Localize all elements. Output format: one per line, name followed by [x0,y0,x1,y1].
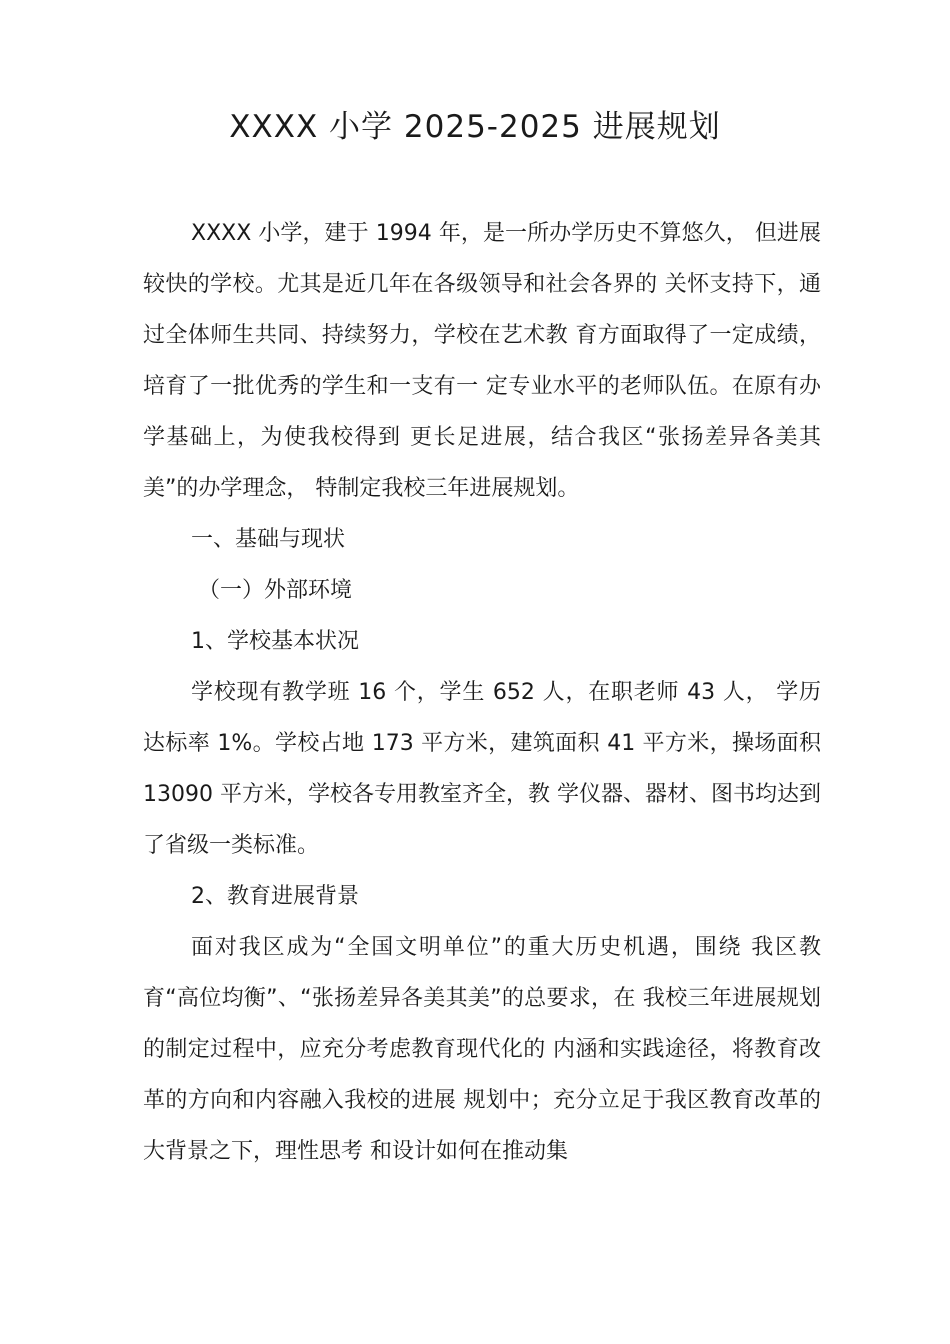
document-title: XXXX 小学 2025-2025 进展规划 [229,109,721,145]
section-heading-basis: 一、基础与现状 [191,527,346,552]
intro-paragraph: XXXX 小学，建于 1994 年，是一所办学历史不算悠久， 但进展较快的学校。尤其是近几年在各级领导和社会各界的 关怀支持下，通过全体师生共同、持续努力，学校在艺术教 育方面取得了一定成绩，培育了一批优秀的学生和一支有一 定专业水平的老师队伍。在原有办学基础上，为使我校得到 更长足进展，结合我区“张扬差异各美其美”的办学理念， 特制定我校三年进展规划。 [143,221,821,501]
document-body [143,208,821,1177]
item-heading-school-status: 1、学校基本状况 [191,629,359,654]
school-status-paragraph: 学校现有教学班 16 个，学生 652 人，在职老师 43 人， 学历达标率 1%。学校占地 173 平方米，建筑面积 41 平方米，操场面积 13090 平方米，学校各专用教室齐全，教 学仪器、器材、图书均达到了省级一类标准。 [143,680,821,858]
item-heading-education-background: 2、教育进展背景 [191,884,359,909]
subsection-heading-external: （一）外部环境 [198,578,353,603]
education-background-paragraph: 面对我区成为“全国文明单位”的重大历史机遇，围绕 我区教育“高位均衡”、“张扬差异各美其美”的总要求，在 我校三年进展规划的制定过程中，应充分考虑教育现代化的 内涵和实践途径，将教育改革的方向和内容融入我校的进展 规划中；充分立足于我区教育改革的大背景之下，理性思考 和设计如何在推动集 [143,935,821,1164]
